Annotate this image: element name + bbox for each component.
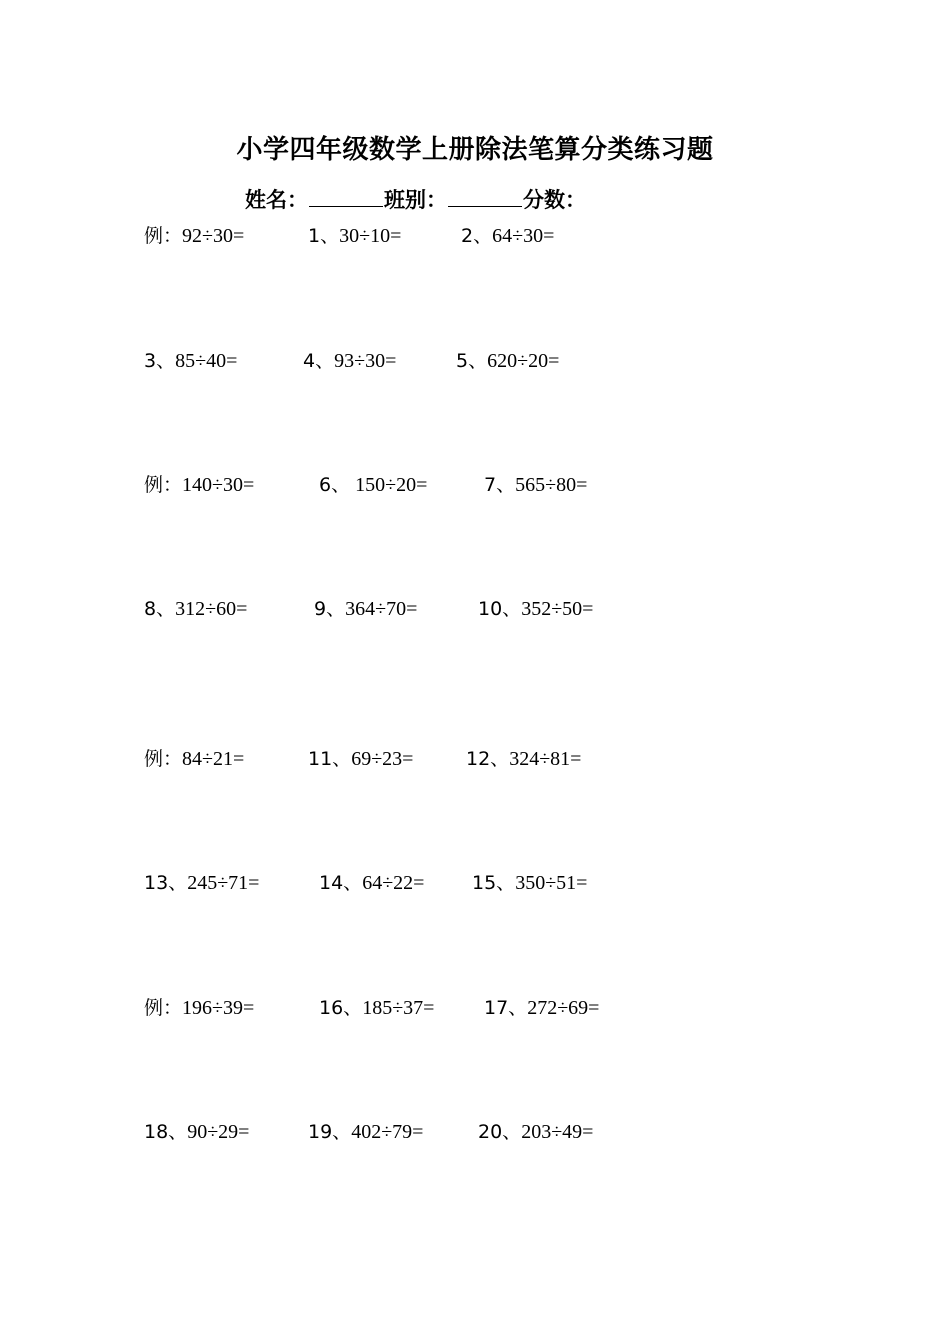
- example-problem: [144, 472, 254, 498]
- example-problem: [144, 995, 254, 1021]
- problem-prefix: 8、: [144, 598, 176, 620]
- problem-item: [456, 348, 559, 374]
- problem-item: [308, 746, 413, 772]
- problem-expression: 90÷29=: [187, 1121, 250, 1143]
- class-label: 班别：: [384, 188, 447, 212]
- problem-prefix: 例：: [144, 748, 183, 770]
- problem-prefix: 15、: [472, 872, 516, 894]
- problem-item: [461, 223, 554, 249]
- problem-item: [472, 870, 587, 896]
- problem-item: [303, 348, 396, 374]
- problem-item: [484, 995, 599, 1021]
- problem-expression: 620÷20=: [487, 350, 560, 372]
- problem-expression: 93÷30=: [334, 350, 397, 372]
- problem-expression: 150÷20=: [350, 474, 428, 496]
- problem-expression: 84÷21=: [182, 748, 245, 770]
- problem-item: [478, 1119, 593, 1145]
- problem-prefix: 1、: [308, 225, 340, 247]
- problem-prefix: 5、: [456, 350, 488, 372]
- problem-item: [466, 746, 581, 772]
- problem-prefix: 18、: [144, 1121, 188, 1143]
- problem-expression: 196÷39=: [182, 997, 255, 1019]
- example-problem: [144, 223, 244, 249]
- problem-prefix: 12、: [466, 748, 510, 770]
- problem-item: [144, 870, 259, 896]
- problem-expression: 140÷30=: [182, 474, 255, 496]
- problem-prefix: 6、: [319, 474, 351, 496]
- problem-expression: 64÷22=: [362, 872, 425, 894]
- problem-expression: 324÷81=: [509, 748, 582, 770]
- score-label: 分数：: [523, 188, 586, 212]
- problem-expression: 352÷50=: [521, 598, 594, 620]
- problem-prefix: 13、: [144, 872, 188, 894]
- problem-prefix: 16、: [319, 997, 363, 1019]
- problem-expression: 30÷10=: [339, 225, 402, 247]
- problem-item: [144, 348, 237, 374]
- problem-item: [314, 596, 417, 622]
- name-label: 姓名：: [245, 188, 308, 212]
- problem-prefix: 例：: [144, 474, 183, 496]
- problem-prefix: 7、: [484, 474, 516, 496]
- problem-expression: 64÷30=: [492, 225, 555, 247]
- problem-expression: 565÷80=: [515, 474, 588, 496]
- problem-item: [308, 1119, 423, 1145]
- problem-prefix: 3、: [144, 350, 176, 372]
- problem-prefix: 2、: [461, 225, 493, 247]
- problem-item: [484, 472, 587, 498]
- problem-expression: 272÷69=: [527, 997, 600, 1019]
- class-blank[interactable]: [448, 184, 522, 207]
- problem-expression: 92÷30=: [182, 225, 245, 247]
- problem-item: [144, 596, 247, 622]
- problem-expression: 69÷23=: [351, 748, 414, 770]
- problem-item: [478, 596, 593, 622]
- problem-expression: 364÷70=: [345, 598, 418, 620]
- problem-prefix: 例：: [144, 225, 183, 247]
- example-problem: [144, 746, 244, 772]
- problem-item: [308, 223, 401, 249]
- problem-prefix: 9、: [314, 598, 346, 620]
- problem-prefix: 19、: [308, 1121, 352, 1143]
- problem-item: [319, 870, 424, 896]
- problem-expression: 245÷71=: [187, 872, 260, 894]
- problem-item: [319, 995, 434, 1021]
- problem-prefix: 17、: [484, 997, 528, 1019]
- problem-prefix: 例：: [144, 997, 183, 1019]
- problem-expression: 185÷37=: [362, 997, 435, 1019]
- problem-prefix: 14、: [319, 872, 363, 894]
- student-info-line: [245, 184, 586, 215]
- problem-item: [144, 1119, 249, 1145]
- problem-item: [319, 472, 427, 498]
- problem-prefix: 4、: [303, 350, 335, 372]
- problem-prefix: 11、: [308, 748, 352, 770]
- problem-prefix: 20、: [478, 1121, 522, 1143]
- problem-expression: 312÷60=: [175, 598, 248, 620]
- name-blank[interactable]: [309, 184, 383, 207]
- page-title: 小学四年级数学上册除法笔算分类练习题: [236, 135, 714, 165]
- problem-expression: 350÷51=: [515, 872, 588, 894]
- problem-expression: 203÷49=: [521, 1121, 594, 1143]
- problem-expression: 85÷40=: [175, 350, 238, 372]
- problem-prefix: 10、: [478, 598, 522, 620]
- problem-expression: 402÷79=: [351, 1121, 424, 1143]
